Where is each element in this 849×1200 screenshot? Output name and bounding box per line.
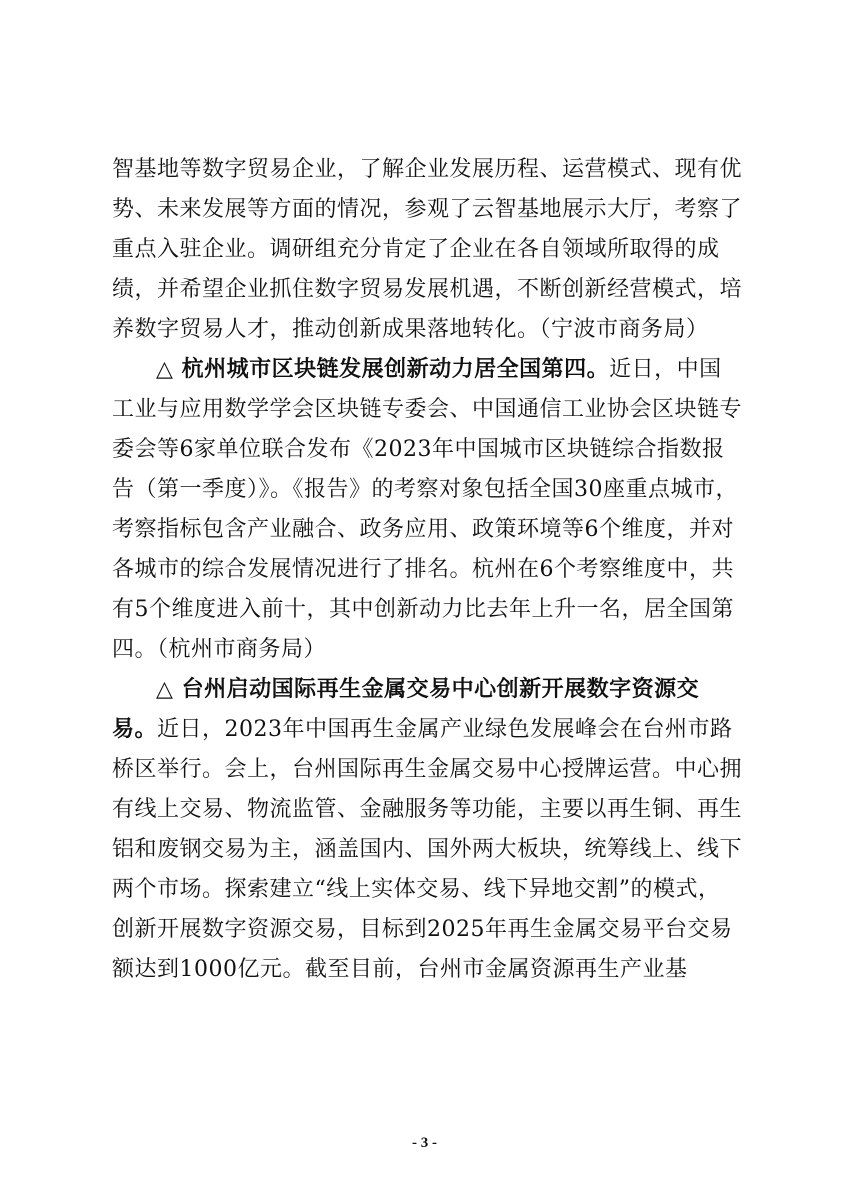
paragraph-body: 近日，2023年中国再生金属产业绿色发展峰会在台州市路桥区举行。会上，台州国际再生金属交易中心授牌运营。中心拥有线上交易、物流监管、金融服务等功能，主要以再生铜、再生铝和废钢交易为主，涵盖国内、国外两大板块，统筹线上、线下两个市场。探索建立“线上实体交易、线下异地交割”的模式，创新开展数字资源交易，目标到2025年再生金属交易平台交易额达到1000亿元。截至目前，台州市金属资源再生产业基 (112, 717, 743, 982)
paragraph-ningbo (112, 150, 742, 350)
document-body (112, 150, 742, 990)
paragraph-body: 近日，中国工业与应用数学学会区块链专委会、中国通信工业协会区块链专委会等6家单位联合发布《2023年中国城市区块链综合指数报告（第一季度）》。《报告》的考察对象包括全国30座重点城市，考察指标包含产业融合、政务应用、政策环境等6个维度，并对各城市的综合发展情况进行了排名。杭州在6个考察维度中，共有5个维度进入前十，其中创新动力比去年上升一名，居全国第四。（杭州市商务局） (112, 357, 743, 662)
paragraph-body: 智基地等数字贸易企业，了解企业发展历程、运营模式、现有优势、未来发展等方面的情况，参观了云智基地展示大厅，考察了重点入驻企业。调研组充分肯定了企业在各自领域所取得的成绩，并希望企业抓住数字贸易发展机遇，不断创新经营模式，培养数字贸易人才，推动创新成果落地转化。（宁波市商务局） (112, 157, 743, 342)
paragraph-hangzhou-blockchain (112, 350, 742, 670)
page-number: - 3 - (412, 1135, 437, 1151)
paragraph-headline: △ 杭州城市区块链发展创新动力居全国第四。 (156, 357, 610, 382)
paragraph-taizhou-metal (112, 670, 742, 990)
paragraph-headline: △ 台州启动国际再生金属交易中心创新开展数字资源交易。 (112, 677, 700, 742)
